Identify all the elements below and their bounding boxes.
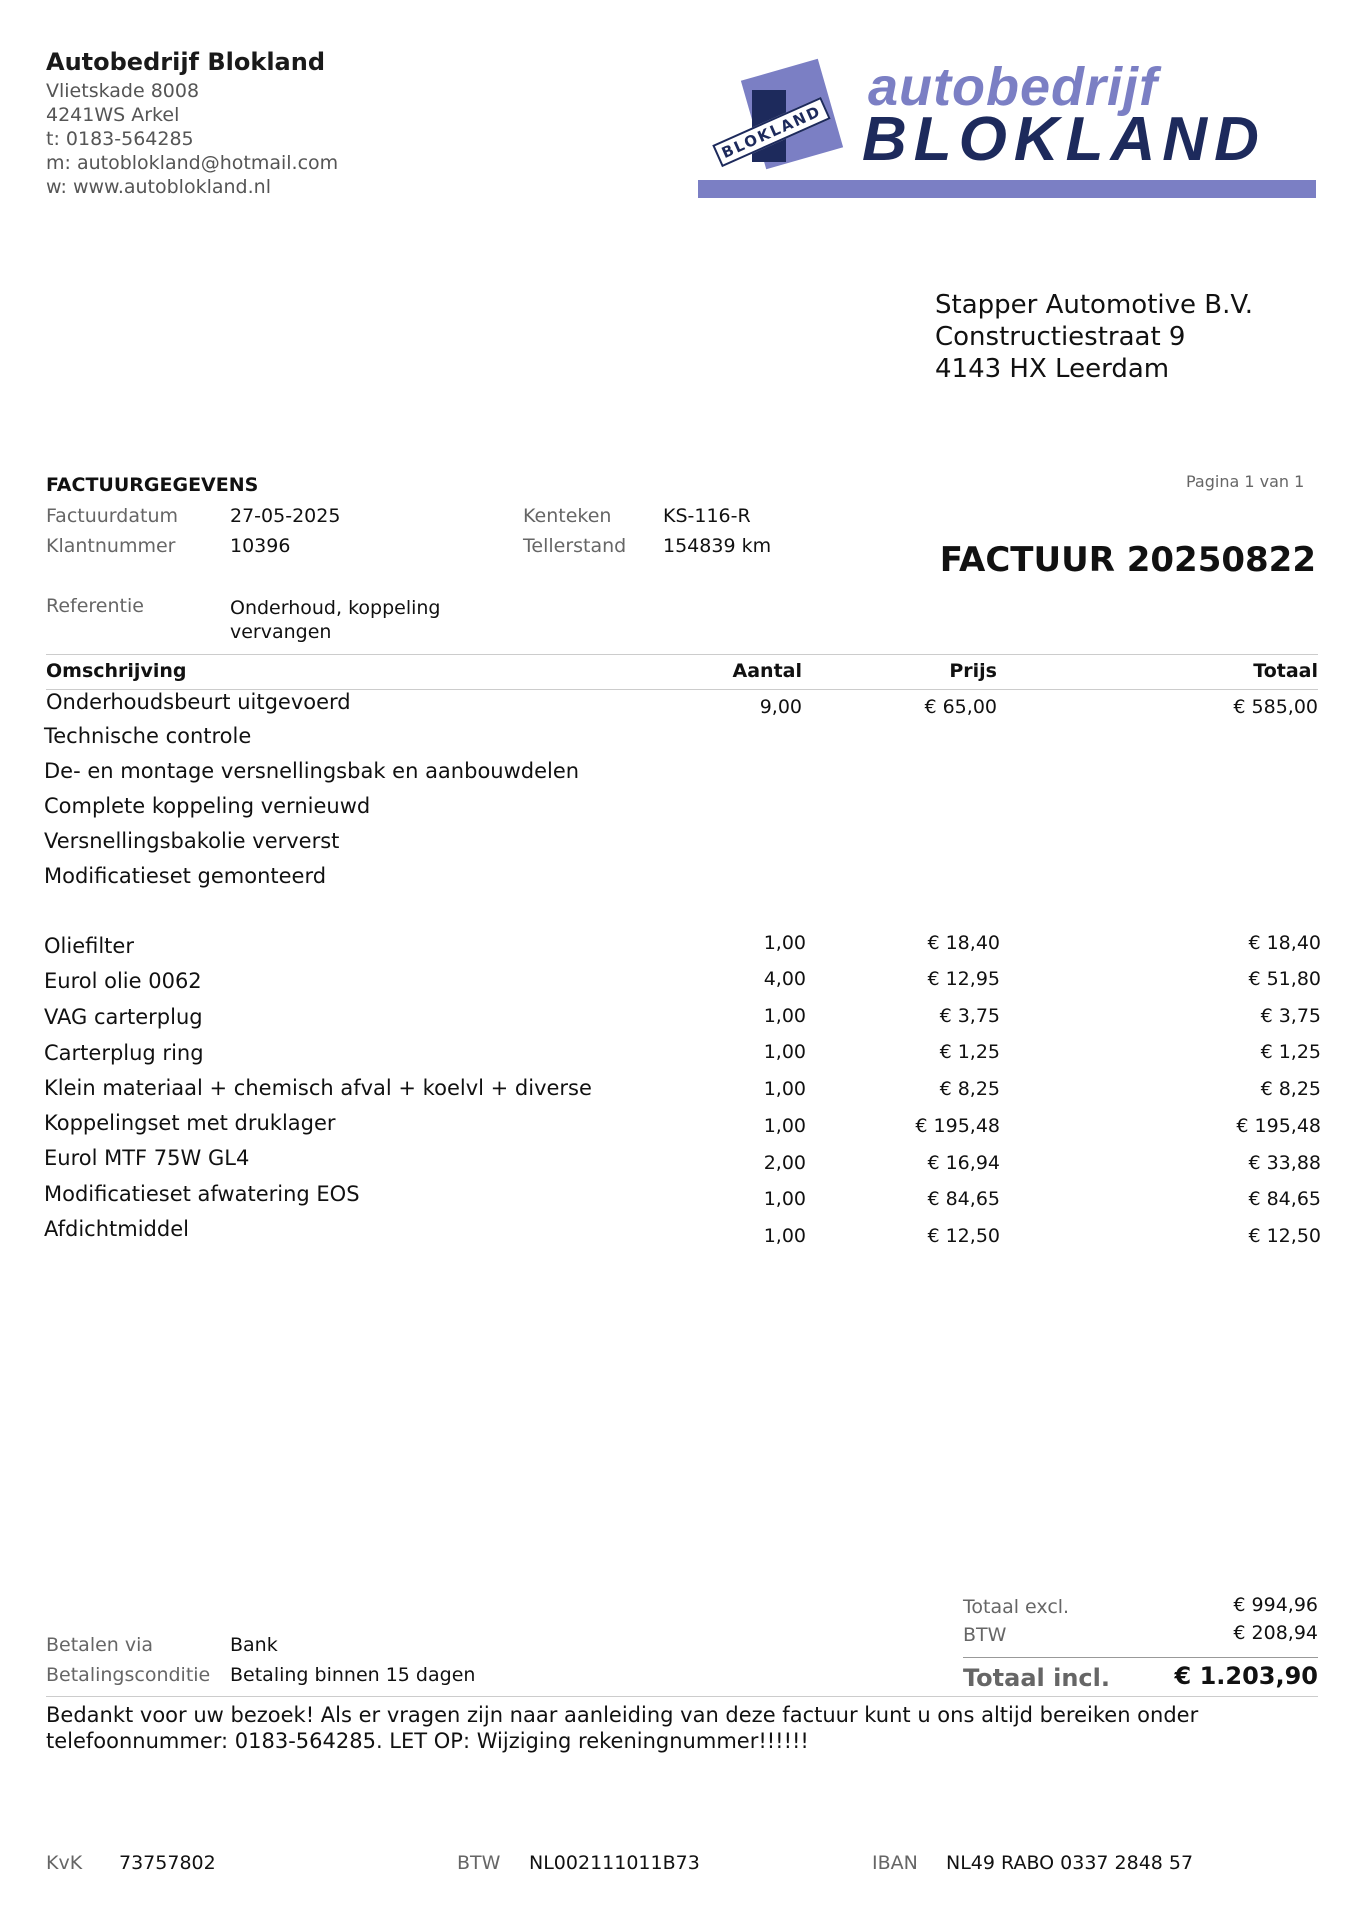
sender-name: Autobedrijf Blokland (46, 48, 325, 76)
footer-iban-value: NL49 RABO 0337 2848 57 (946, 1852, 1194, 1874)
betalen-via-value: Bank (230, 1634, 278, 1656)
row-totaal: € 51,80 (1248, 968, 1321, 990)
klantnummer-value: 10396 (230, 535, 291, 557)
footer-kvk-value: 73757802 (119, 1852, 216, 1874)
totaal-incl-label: Totaal incl. (963, 1664, 1110, 1692)
logo-tag: BLOKLAND (712, 97, 830, 167)
footer-btw-value: NL002111011B73 (529, 1852, 700, 1874)
footer-btw-label: BTW (457, 1852, 501, 1874)
recipient-company: Stapper Automotive B.V. (935, 290, 1254, 320)
row-description: VAG carterplug (44, 1005, 203, 1029)
row-aantal: 4,00 (763, 968, 806, 990)
row-aantal: 1,00 (763, 932, 806, 954)
footer-iban-label: IBAN (872, 1852, 918, 1874)
row-prijs: € 195,48 (915, 1115, 1000, 1137)
referentie-value-line2: vervangen (230, 621, 332, 643)
details-section-title: FACTUURGEGEVENS (46, 474, 259, 496)
row-aantal: 1,00 (763, 1225, 806, 1247)
row-totaal: € 585,00 (1233, 696, 1318, 718)
table-row: Technische controle (44, 724, 252, 748)
factuurdatum-value: 27-05-2025 (230, 505, 341, 527)
row-description: Koppelingset met druklager (44, 1111, 336, 1135)
totaal-excl-value: € 994,96 (1233, 1594, 1318, 1616)
divider (46, 1696, 1318, 1697)
sender-address-street: Vlietskade 8008 (46, 80, 200, 102)
referentie-value-line1: Onderhoud, koppeling (230, 597, 441, 619)
page-number: Pagina 1 van 1 (1186, 472, 1305, 491)
row-prijs: € 18,40 (927, 932, 1000, 954)
divider (46, 654, 1318, 655)
sender-email: m: autoblokland@hotmail.com (46, 152, 339, 174)
row-totaal: € 3,75 (1260, 1005, 1321, 1027)
col-header-totaal: Totaal (1253, 660, 1318, 682)
row-description: Klein materiaal + chemisch afval + koelvl + diverse (44, 1076, 592, 1100)
betalingsconditie-label: Betalingsconditie (46, 1664, 211, 1686)
row-totaal: € 18,40 (1248, 932, 1321, 954)
row-totaal: € 84,65 (1248, 1188, 1321, 1210)
table-row: Modificatieset gemonteerd (44, 864, 327, 888)
row-prijs: € 12,50 (927, 1225, 1000, 1247)
company-logo (690, 57, 1320, 202)
sender-phone: t: 0183-564285 (46, 128, 194, 150)
row-description: Eurol olie 0062 (44, 969, 202, 993)
col-header-prijs: Prijs (949, 660, 997, 682)
row-aantal: 1,00 (763, 1188, 806, 1210)
row-aantal: 1,00 (763, 1041, 806, 1063)
factuurdatum-label: Factuurdatum (46, 505, 178, 527)
row-totaal: € 8,25 (1260, 1078, 1321, 1100)
row-aantal: 2,00 (763, 1152, 806, 1174)
row-prijs: € 16,94 (927, 1152, 1000, 1174)
btw-label: BTW (963, 1624, 1007, 1646)
row-prijs: € 12,95 (927, 968, 1000, 990)
footer-kvk-label: KvK (46, 1852, 83, 1874)
tellerstand-value: 154839 km (663, 535, 772, 557)
row-description: Onderhoudsbeurt uitgevoerd (46, 690, 351, 714)
kenteken-value: KS-116-R (663, 505, 751, 527)
totaal-excl-label: Totaal excl. (963, 1596, 1070, 1618)
logo-bottom-text: BLOKLAND (862, 105, 1266, 174)
btw-value: € 208,94 (1233, 1622, 1318, 1644)
table-row: Complete koppeling vernieuwd (44, 794, 371, 818)
logo-top-text: autobedrijf (868, 57, 1158, 117)
row-totaal: € 195,48 (1236, 1115, 1321, 1137)
logo-bar (698, 180, 1316, 198)
row-prijs: € 1,25 (939, 1041, 1000, 1063)
tellerstand-label: Tellerstand (523, 535, 627, 557)
row-prijs: € 8,25 (939, 1078, 1000, 1100)
table-row: Versnellingsbakolie ververst (44, 829, 340, 853)
col-header-omschrijving: Omschrijving (46, 660, 187, 682)
sender-address-city: 4241WS Arkel (46, 104, 180, 126)
row-totaal: € 33,88 (1248, 1152, 1321, 1174)
totals-divider (963, 1657, 1318, 1658)
row-description: Oliefilter (44, 934, 134, 958)
col-header-aantal: Aantal (732, 660, 802, 682)
row-aantal: 1,00 (763, 1115, 806, 1137)
row-totaal: € 1,25 (1260, 1041, 1321, 1063)
row-prijs: € 65,00 (924, 696, 997, 718)
betalen-via-label: Betalen via (46, 1634, 154, 1656)
row-prijs: € 84,65 (927, 1188, 1000, 1210)
row-aantal: 1,00 (763, 1005, 806, 1027)
recipient-city: 4143 HX Leerdam (935, 354, 1170, 384)
row-description: Carterplug ring (44, 1041, 204, 1065)
row-prijs: € 3,75 (939, 1005, 1000, 1027)
table-row: De- en montage versnellingsbak en aanbouwdelen (44, 759, 580, 783)
betalingsconditie-value: Betaling binnen 15 dagen (230, 1664, 476, 1686)
row-totaal: € 12,50 (1248, 1225, 1321, 1247)
thanks-message: Bedankt voor uw bezoek! Als er vragen zijn naar aanleiding van deze factuur kunt u ons altijd bereiken onder telefoonnummer: 0183-564285. LET OP: Wijziging rekeningnummer!!!!!! (46, 1703, 1199, 1753)
sender-website: w: www.autoblokland.nl (46, 176, 271, 198)
row-description: Eurol MTF 75W GL4 (44, 1146, 250, 1170)
row-aantal: 1,00 (763, 1078, 806, 1100)
recipient-street: Constructiestraat 9 (935, 322, 1186, 352)
row-description: Modificatieset afwatering EOS (44, 1182, 360, 1206)
klantnummer-label: Klantnummer (46, 535, 176, 557)
invoice-title: FACTUUR 20250822 (939, 540, 1316, 580)
kenteken-label: Kenteken (523, 505, 612, 527)
row-aantal: 9,00 (759, 696, 802, 718)
row-description: Afdichtmiddel (44, 1217, 189, 1241)
totaal-incl-value: € 1.203,90 (1174, 1662, 1318, 1690)
referentie-label: Referentie (46, 595, 144, 617)
